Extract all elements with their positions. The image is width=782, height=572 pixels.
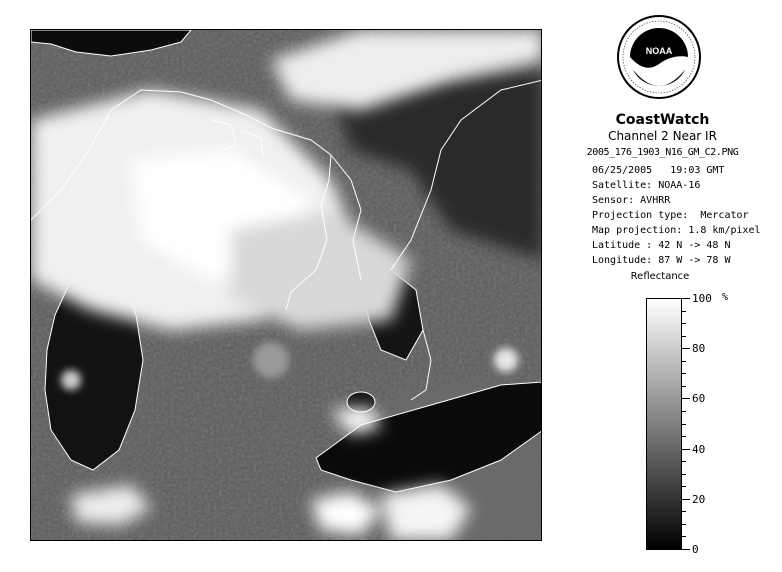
scale-label-60: 60 (692, 392, 706, 405)
projection-type: Projection type: Mercator (592, 210, 749, 221)
scale-tick-55 (682, 411, 686, 412)
file-name: 2005_176_1903_N16_GM_C2.PNG (586, 147, 739, 158)
scale-tick-60 (682, 398, 690, 399)
scale-tick-50 (682, 424, 686, 425)
scale-tick-5 (682, 536, 686, 537)
scale-label-80: 80 (692, 342, 706, 355)
scale-tick-75 (682, 361, 686, 362)
scale-tick-0 (682, 549, 690, 550)
satellite-image (30, 29, 542, 541)
scale-tick-45 (682, 436, 686, 437)
scale-tick-65 (682, 386, 686, 387)
reflectance-scale-bar (646, 298, 682, 550)
scale-tick-25 (682, 486, 686, 487)
scale-tick-95 (682, 311, 686, 312)
scale-tick-80 (682, 348, 690, 349)
scale-label-40: 40 (692, 443, 706, 456)
scale-unit: % (722, 292, 729, 303)
scale-label-20: 20 (692, 493, 706, 506)
satellite: Satellite: NOAA-16 (592, 180, 701, 191)
scale-tick-90 (682, 323, 686, 324)
longitude-range: Longitude: 87 W -> 78 W (592, 255, 731, 266)
scale-title: Reflectance (630, 271, 690, 282)
scale-label-0: 0 (692, 543, 699, 556)
scale-tick-35 (682, 461, 686, 462)
scale-tick-70 (682, 373, 686, 374)
scale-tick-15 (682, 511, 686, 512)
latitude-range: Latitude : 42 N -> 48 N (592, 240, 731, 251)
scale-tick-20 (682, 499, 690, 500)
metadata-block (592, 163, 761, 268)
scale-ticks (682, 292, 742, 556)
logo-wordmark: NOAA (645, 46, 673, 56)
sensor: Sensor: AVHRR (592, 195, 671, 206)
channel-label: Channel 2 Near IR (608, 129, 717, 143)
great-lakes-map (31, 30, 542, 541)
scale-tick-30 (682, 474, 686, 475)
scale-tick-10 (682, 524, 686, 525)
brand-title: CoastWatch (615, 112, 710, 128)
date-time: 06/25/2005 19:03 GMT (592, 165, 725, 176)
scale-tick-85 (682, 336, 686, 337)
noaa-logo (616, 14, 702, 100)
scale-label-100: 100 (692, 292, 712, 305)
map-projection: Map projection: 1.8 km/pixel (592, 225, 761, 236)
scale-tick-100 (682, 298, 690, 299)
scale-tick-40 (682, 449, 690, 450)
